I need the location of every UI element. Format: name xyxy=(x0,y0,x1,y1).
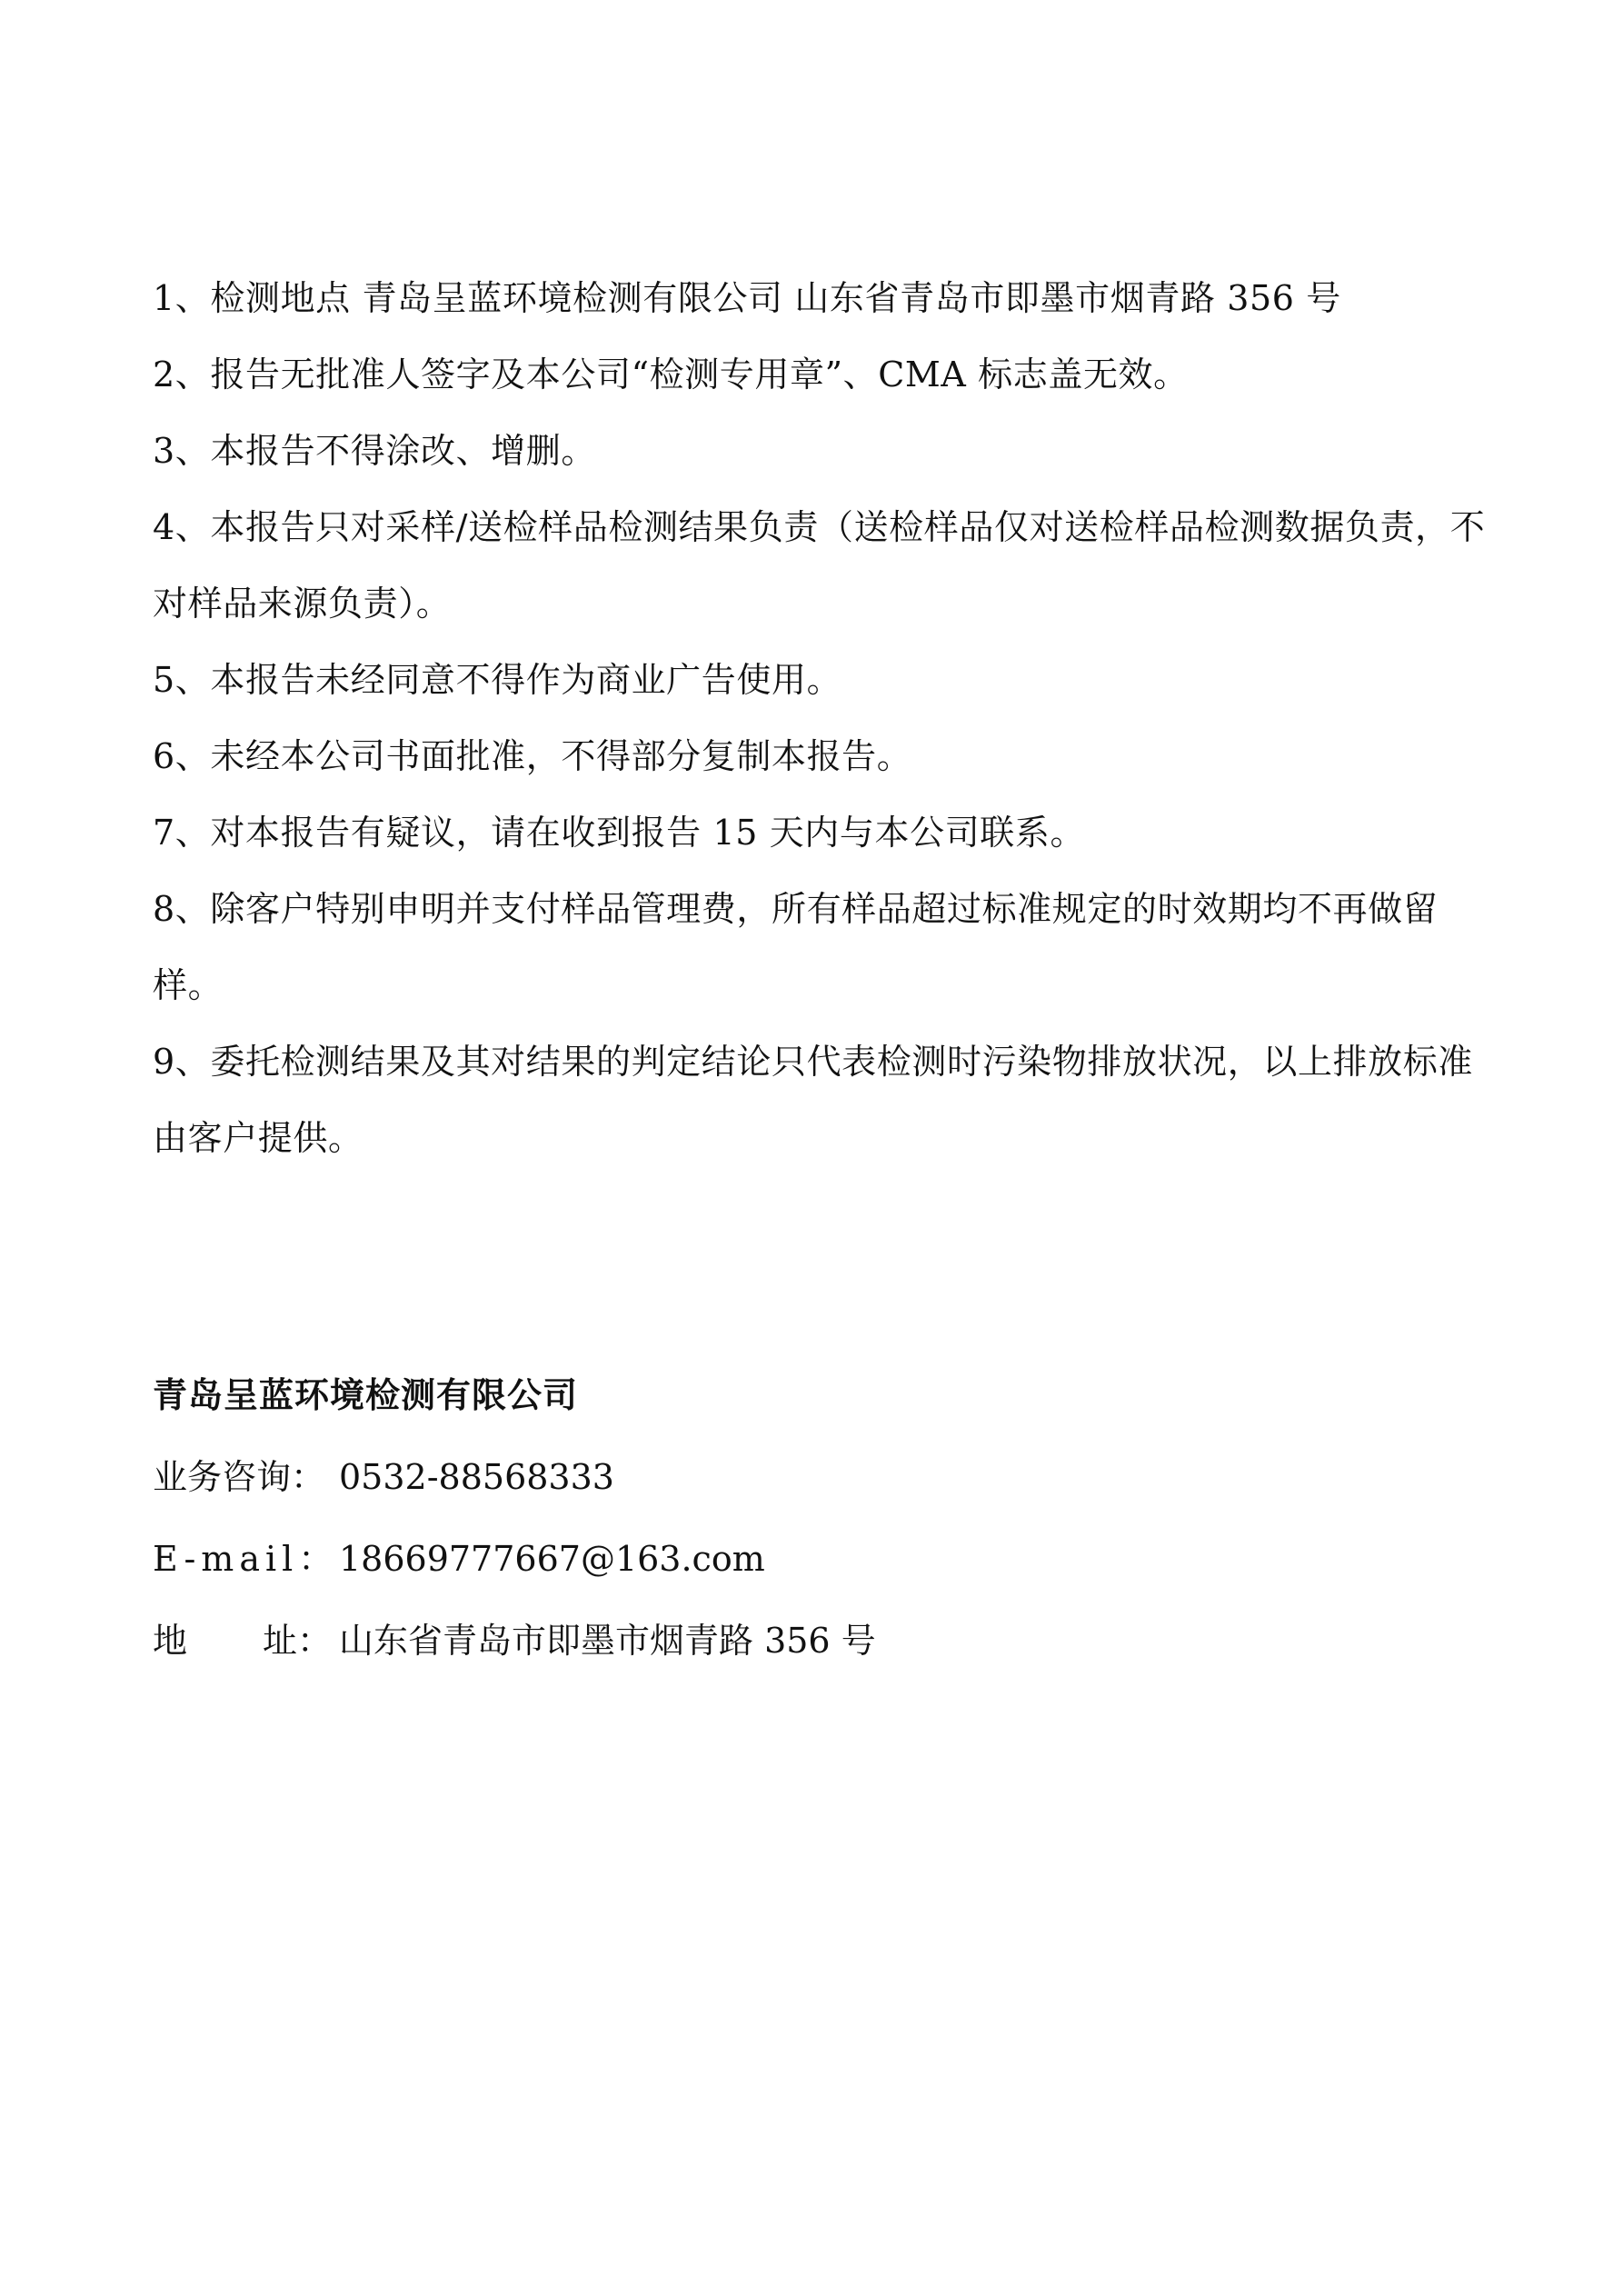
address-label xyxy=(153,1600,339,1682)
email-label: E-mail： xyxy=(153,1539,339,1579)
note-item-9: 9、委托检测结果及其对结果的判定结论只代表检测时污染物排放状况，以上排放标准由客户提供。 xyxy=(153,1042,1473,1158)
note-item-4: 4、本报告只对采样/送检样品检测结果负责（送检样品仅对送检样品检测数据负责，不对样品来源负责）。 xyxy=(153,507,1486,624)
note-item-2: 2、报告无批准人签字及本公司“检测专用章”、CMA 标志盖无效。 xyxy=(153,354,1189,394)
address-value: 山东省青岛市即墨市烟青路 356 号 xyxy=(339,1621,876,1661)
phone-value: 0532-88568333 xyxy=(339,1457,614,1497)
phone-label: 业务咨询： xyxy=(153,1457,326,1497)
phone-row xyxy=(153,1436,1243,1518)
note-item-1: 1、检测地点 青岛呈蓝环境检测有限公司 山东省青岛市即墨市烟青路 356 号 xyxy=(153,278,1341,318)
note-item-8: 8、除客户特别申明并支付样品管理费，所有样品超过标准规定的时效期均不再做留样。 xyxy=(153,889,1439,1005)
address-row xyxy=(153,1600,1243,1682)
address-label-second: 址： xyxy=(262,1621,332,1661)
note-item-5: 5、本报告未经同意不得作为商业广告使用。 xyxy=(153,660,842,700)
note-item-7: 7、对本报告有疑议，请在收到报告 15 天内与本公司联系。 xyxy=(153,813,1086,853)
company-contact-block xyxy=(153,1354,1243,1682)
email-value: 18669777667@163.com xyxy=(339,1539,765,1579)
report-notes-list xyxy=(153,260,1489,1176)
address-label-first: 地 xyxy=(153,1621,188,1661)
note-item-6: 6、未经本公司书面批准，不得部分复制本报告。 xyxy=(153,736,912,776)
note-item-3: 3、本报告不得涂改、增删。 xyxy=(153,431,596,471)
company-name: 青岛呈蓝环境检测有限公司 xyxy=(153,1375,579,1415)
email-row xyxy=(153,1518,1243,1600)
